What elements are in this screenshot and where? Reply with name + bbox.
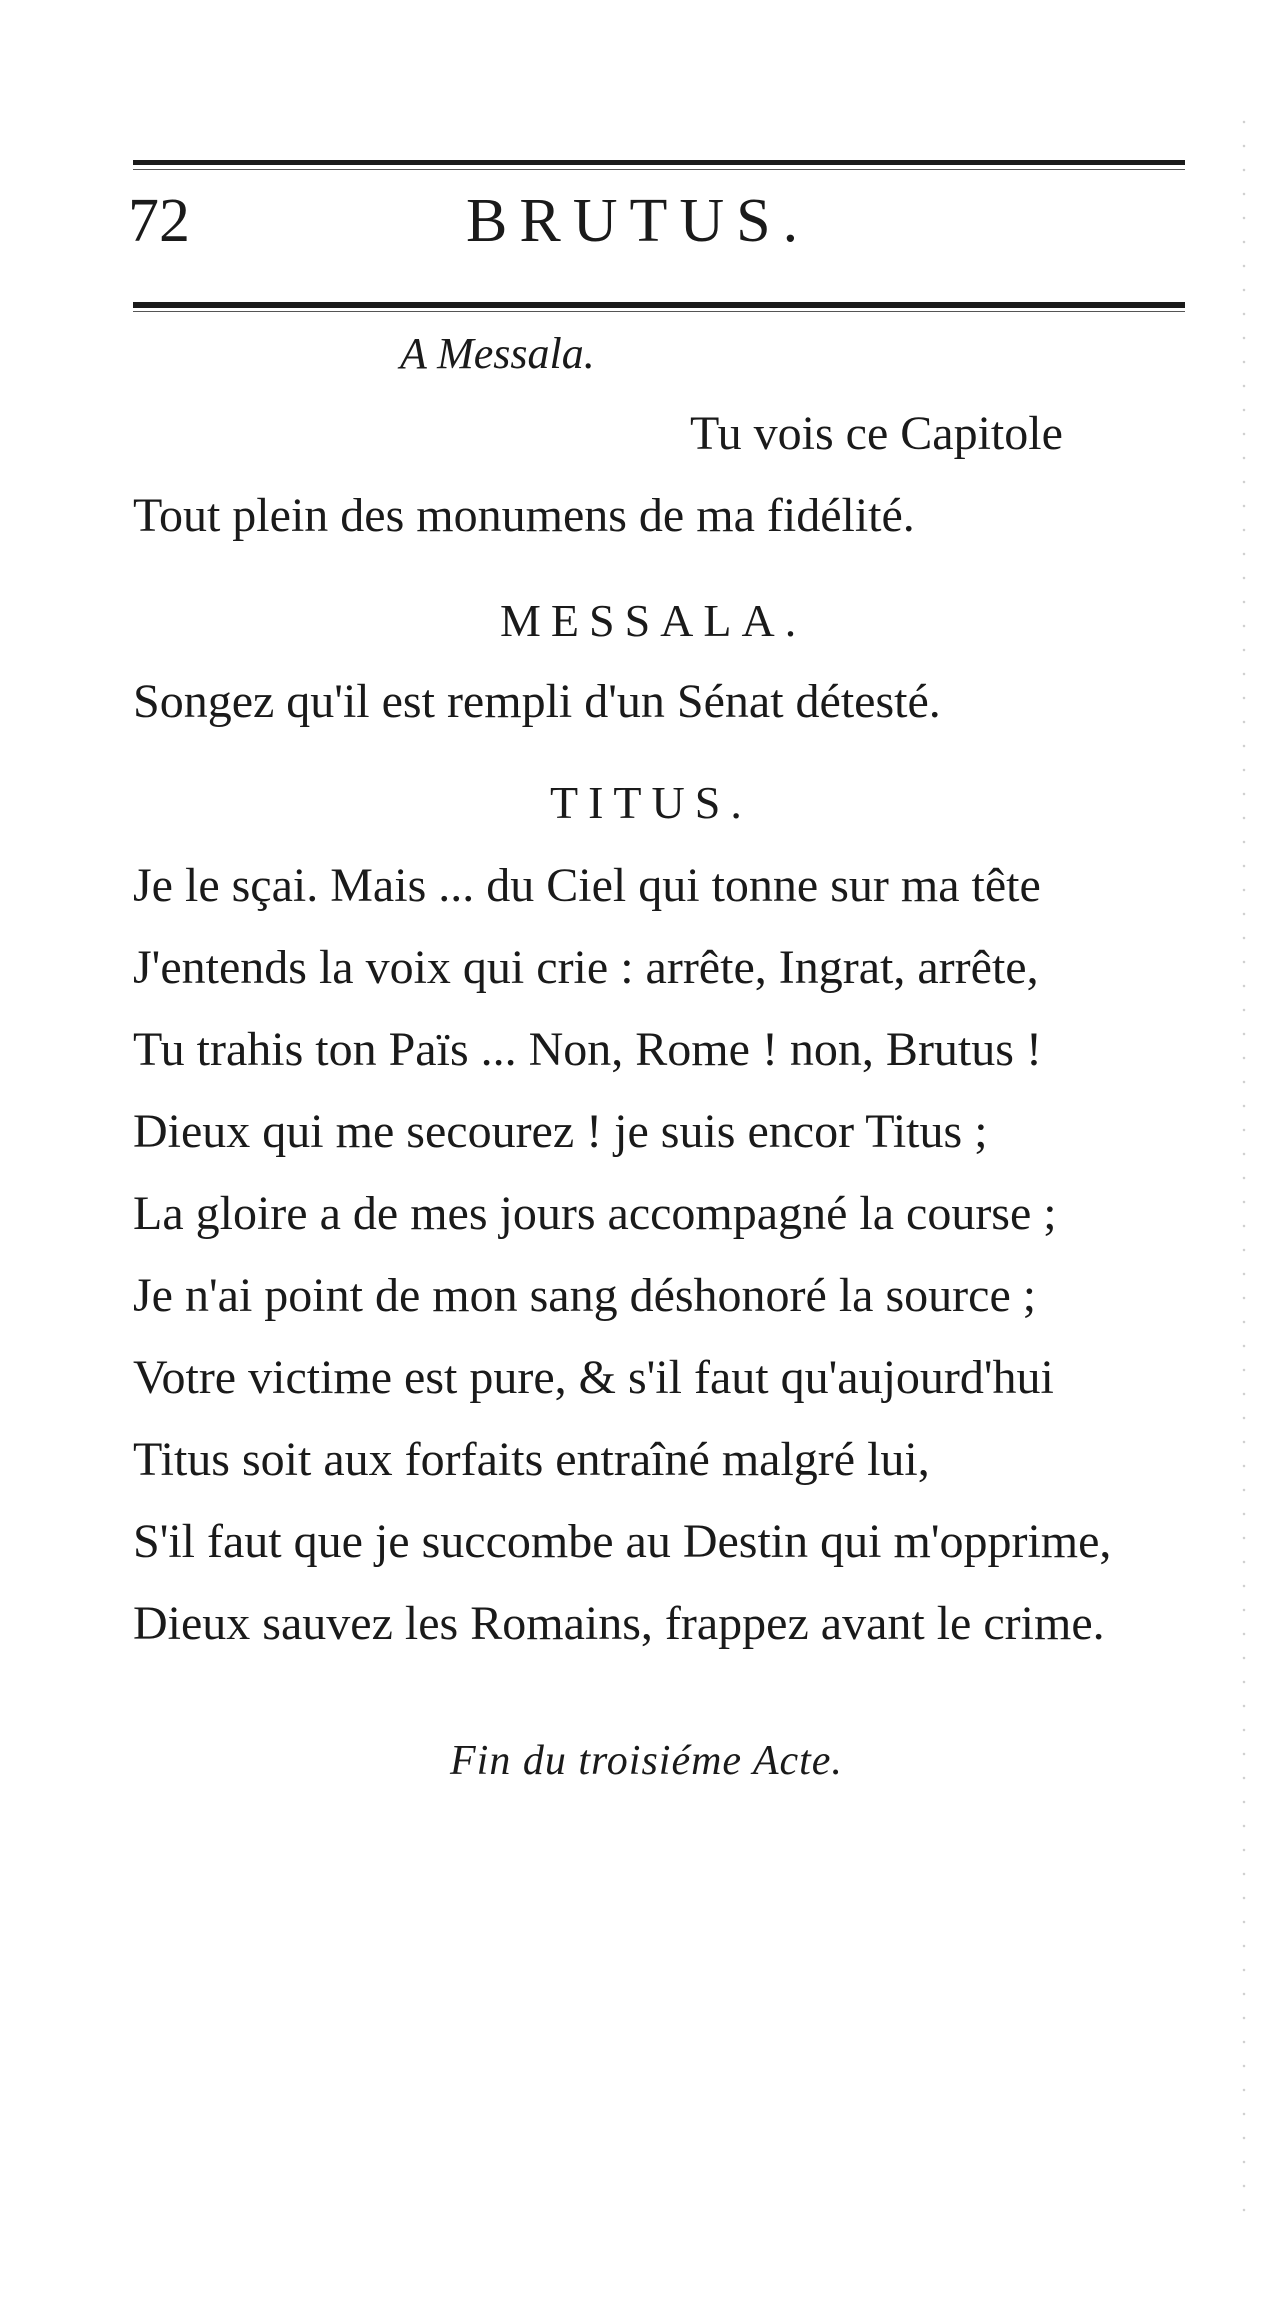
verse-line: Tout plein des monumens de ma fidélité.	[133, 489, 915, 542]
verse-line: S'il faut que je succombe au Destin qui m'opprime,	[133, 1515, 1112, 1568]
verse-line: Tu vois ce Capitole	[690, 407, 1063, 460]
verse-line: Titus soit aux forfaits entraîné malgré lui,	[133, 1433, 930, 1486]
running-head: BRUTUS.	[466, 187, 811, 255]
verse-line: Je le sçai. Mais ... du Ciel qui tonne sur ma tête	[133, 859, 1041, 912]
page-edge-dots	[1240, 110, 1248, 2230]
speaker-name: TITUS.	[550, 777, 752, 828]
act-end-note: Fin du troisiéme Acte.	[450, 1738, 843, 1784]
header-bottom-rule	[133, 302, 1185, 308]
verse-line: Songez qu'il est rempli d'un Sénat détesté.	[133, 675, 941, 728]
header-bottom-rule-thin	[133, 311, 1185, 312]
verse-line: Dieux qui me secourez ! je suis encor Titus ;	[133, 1105, 988, 1158]
verse-line: La gloire a de mes jours accompagné la course ;	[133, 1187, 1057, 1240]
page-number: 72	[128, 187, 190, 255]
verse-line: Tu trahis ton Païs ... Non, Rome ! non, Brutus !	[133, 1023, 1042, 1076]
header-top-rule	[133, 160, 1185, 165]
stage-direction: A Messala.	[400, 329, 595, 378]
verse-line: J'entends la voix qui crie : arrête, Ingrat, arrête,	[133, 941, 1039, 994]
header-top-rule-thin	[133, 169, 1185, 170]
verse-line: Dieux sauvez les Romains, frappez avant le crime.	[133, 1597, 1105, 1650]
speaker-name: MESSALA.	[500, 595, 807, 646]
verse-line: Votre victime est pure, & s'il faut qu'aujourd'hui	[133, 1351, 1054, 1404]
verse-line: Je n'ai point de mon sang déshonoré la source ;	[133, 1269, 1037, 1322]
